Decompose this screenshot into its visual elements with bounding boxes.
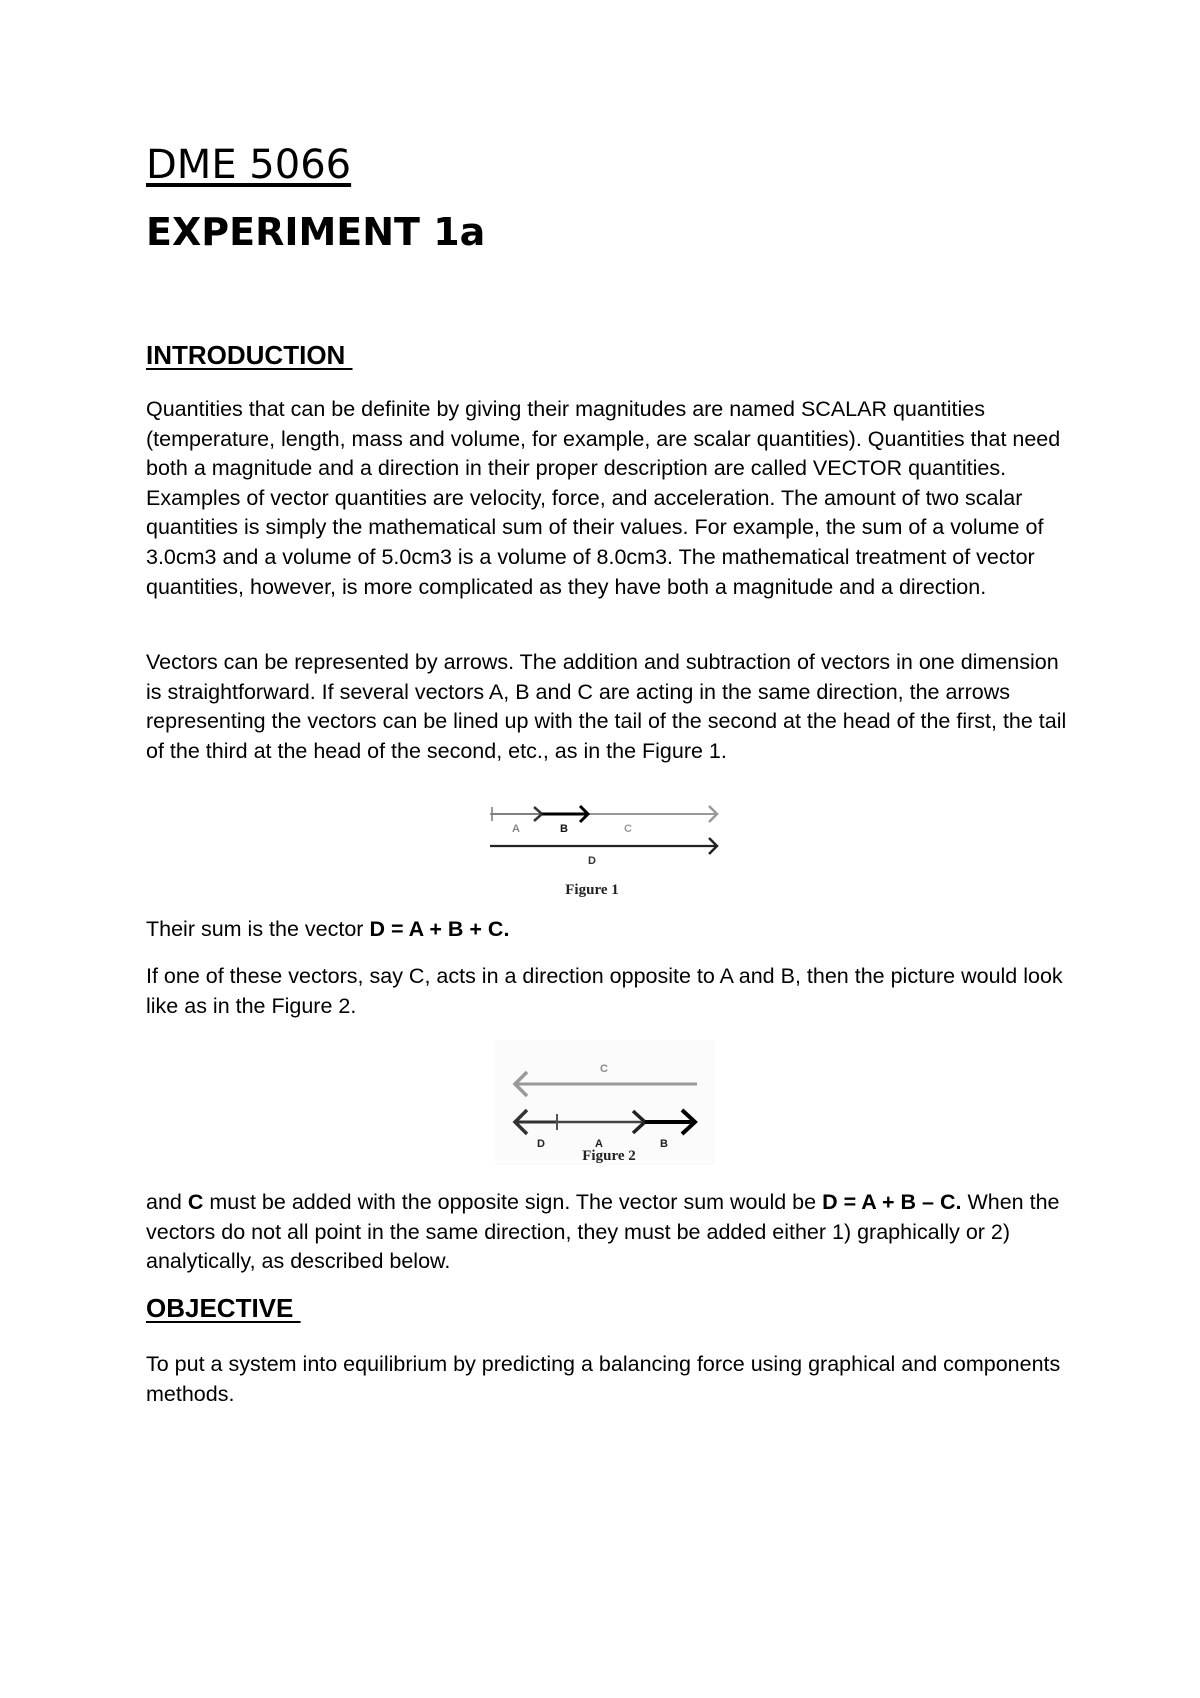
experiment-title: EXPERIMENT 1a (146, 210, 486, 254)
intro-paragraph-4 (146, 1188, 1076, 1277)
figure-2 (495, 1040, 715, 1165)
p4-text-2: must be added with the opposite sign. The vector sum would be (203, 1190, 823, 1214)
p4-text-3: When the vectors do not all point in the same direction, they must be added either 1) graphically or 2) analytically, as described below. (146, 1190, 1060, 1274)
intro-paragraph-2: Vectors can be represented by arrows. The addition and subtraction of vectors in one dimension is straightforward. If several vectors A, B and C are acting in the same direction, the arrows representing the vectors can be lined up with the tail of the second at the head of the first, the tail of the third at the head of the second, etc., as in the Figure 1. (146, 650, 1067, 763)
fig1-label-b: B (560, 823, 568, 835)
course-code: DME 5066 (146, 142, 352, 188)
sum-statement (146, 915, 1076, 945)
intro-paragraph-3: If one of these vectors, say C, acts in a direction opposite to A and B, then the picture would look like as in the Figure 2. (146, 964, 1063, 1018)
figure-1 (480, 790, 740, 905)
introduction-heading: INTRODUCTION (146, 340, 353, 370)
sum-text: Their sum is the vector (146, 917, 370, 941)
objective-text: To put a system into equilibrium by predicting a balancing force using graphical and components methods. (146, 1352, 1061, 1406)
fig2-label-c: C (600, 1063, 608, 1075)
fig1-label-a: A (512, 823, 520, 835)
figure-2-background (495, 1040, 715, 1165)
fig1-label-d: D (588, 855, 596, 867)
sum-formula: D = A + B + C. (369, 917, 510, 941)
fig2-label-d: D (537, 1138, 545, 1150)
p4-text-1: and (146, 1190, 188, 1214)
p4-formula: D = A + B – C. (822, 1190, 962, 1214)
objective-heading: OBJECTIVE (146, 1293, 301, 1323)
fig2-label-a: A (595, 1138, 603, 1150)
figure-1-caption: Figure 1 (565, 882, 619, 898)
intro-paragraph-1: Quantities that can be definite by giving their magnitudes are named SCALAR quantities (temperature, length, mass and volume, for example, are scalar quantities). Quantities that need both a magnitude and a direction in their proper description are called VECTOR quantities. Examples of vector quantities are velocity, force, and acceleration. The amount of two scalar quantities is simply the mathematical sum of their values. For example, the sum of a volume of 3.0cm3 and a volume of 5.0cm3 is a volume of 8.0cm3. The mathematical treatment of vector quantities, however, is more complicated as they have both a magnitude and a direction. (146, 397, 1061, 599)
fig1-label-c: C (624, 823, 632, 835)
fig2-label-b: B (660, 1138, 668, 1150)
figure-2-caption: Figure 2 (582, 1148, 636, 1164)
p4-vector-c: C (187, 1190, 204, 1214)
